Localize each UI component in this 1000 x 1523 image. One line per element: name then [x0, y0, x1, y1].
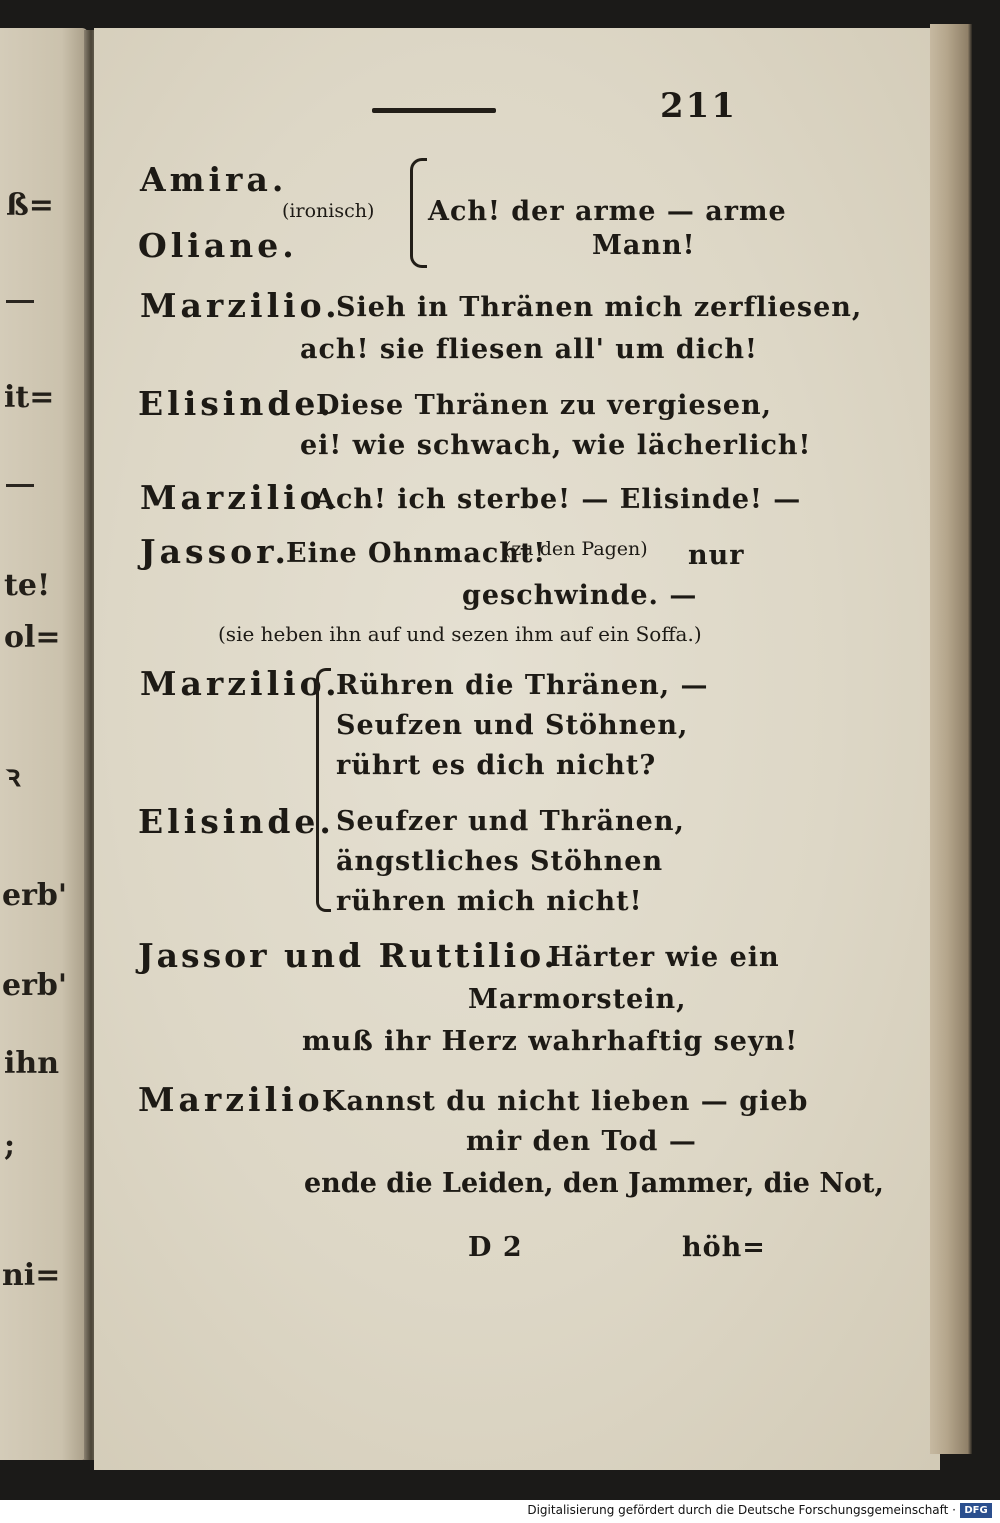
- speaker-name: Marzilio.: [140, 478, 341, 517]
- dialogue-line: Diese Thränen zu vergiesen,: [316, 390, 773, 421]
- speaker-name: Amira.: [140, 160, 288, 199]
- dialogue-line: rühren mich nicht!: [336, 886, 643, 917]
- dialogue-line: rührt es dich nicht?: [336, 750, 657, 781]
- speaker-name: Oliane.: [138, 226, 298, 265]
- speaker-brace: [410, 158, 427, 268]
- left-fragment: erb': [2, 878, 68, 913]
- speaker-name: Marzilio.: [138, 1080, 339, 1119]
- dialogue-line: Eine Ohnmacht!: [286, 538, 547, 569]
- dialogue-line: ei! wie schwach, wie lächerlich!: [300, 430, 812, 461]
- left-fragment: erb': [2, 968, 68, 1003]
- left-fragment: te!: [4, 568, 51, 603]
- speaker-name: Elisinde.: [138, 384, 335, 423]
- dfg-logo[interactable]: DFG: [960, 1503, 992, 1518]
- speaker-name: Jassor und Ruttilio.: [138, 936, 559, 975]
- dialogue-line: ach! sie fliesen all' um dich!: [300, 334, 758, 365]
- dialogue-line: ängstliches Stöhnen: [336, 846, 664, 877]
- dialogue-line: Seufzer und Thränen,: [336, 806, 685, 837]
- speaker-name: Marzilio.: [140, 286, 341, 325]
- left-fragment: ß=: [6, 188, 54, 223]
- duet-brace: [316, 668, 331, 912]
- page-number: 211: [660, 86, 737, 126]
- dialogue-line: Marmorstein,: [468, 984, 687, 1015]
- dialogue-line: mir den Tod —: [466, 1126, 697, 1157]
- left-page-edge: [0, 28, 88, 1460]
- left-fragment: ni=: [2, 1258, 61, 1293]
- speaker-name: Jassor.: [140, 532, 291, 571]
- speaker-name: Elisinde.: [138, 802, 335, 841]
- dialogue-line: Rühren die Thränen, —: [336, 670, 709, 701]
- catchword: höh=: [682, 1232, 766, 1263]
- dialogue-line: ende die Leiden, den Jammer, die Not,: [304, 1168, 884, 1199]
- dialogue-line: nur: [688, 540, 745, 571]
- dialogue-line: Ach! der arme — arme: [428, 196, 787, 227]
- dialogue-line: Kannst du nicht lieben — gieb: [322, 1086, 809, 1117]
- dialogue-line: Sieh in Thränen mich zerfliesen,: [336, 292, 863, 323]
- left-fragment: ol=: [4, 620, 61, 655]
- dialogue-line: geschwinde. —: [462, 580, 698, 611]
- dialogue-line: muß ihr Herz wahrhaftig seyn!: [302, 1026, 799, 1057]
- left-fragment: ꝛ: [6, 759, 21, 794]
- left-rule: [6, 300, 34, 303]
- left-rule: [6, 484, 34, 487]
- dialogue-line: Härter wie ein: [548, 942, 780, 973]
- header-rule: [372, 108, 496, 113]
- stage-direction: (zu den Pagen): [504, 538, 648, 560]
- left-fragment: ;: [4, 1128, 16, 1163]
- dialogue-line: Seufzen und Stöhnen,: [336, 710, 689, 741]
- dialogue-line: Ach! ich sterbe! — Elisinde! —: [314, 484, 802, 515]
- signature-mark: D 2: [468, 1232, 523, 1263]
- page-edge: [930, 24, 972, 1454]
- left-fragment: ihn: [4, 1046, 60, 1081]
- footer-credit: Digitalisierung gefördert durch die Deutsche Forschungsgemeinschaft ·: [527, 1503, 956, 1517]
- speaker-name: Marzilio.: [140, 664, 341, 703]
- left-fragment: it=: [4, 380, 55, 415]
- stage-direction: (ironisch): [282, 200, 375, 222]
- dialogue-line: Mann!: [592, 230, 696, 261]
- stage-direction: (sie heben ihn auf und sezen ihm auf ein Soffa.): [218, 622, 702, 646]
